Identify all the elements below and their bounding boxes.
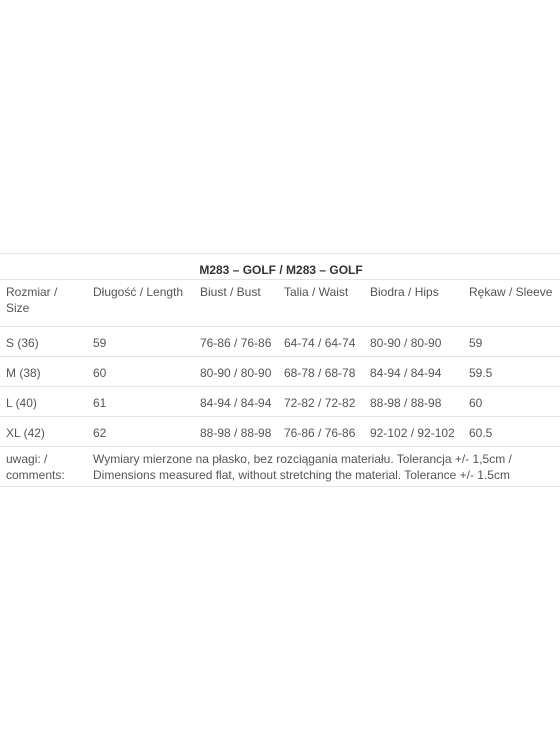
cell-hips: 84-94 / 84-94	[364, 357, 463, 387]
cell-bust: 88-98 / 88-98	[194, 417, 278, 447]
table-title: M283 – GOLF / M283 – GOLF	[0, 254, 560, 280]
cell-sleeve: 59	[463, 327, 560, 357]
cell-size: XL (42)	[0, 417, 87, 447]
cell-size: L (40)	[0, 387, 87, 417]
table-row	[0, 387, 560, 417]
cell-length: 61	[87, 387, 194, 417]
cell-hips: 88-98 / 88-98	[364, 387, 463, 417]
header-waist: Talia / Waist	[278, 280, 364, 327]
cell-sleeve: 60.5	[463, 417, 560, 447]
cell-size: S (36)	[0, 327, 87, 357]
cell-sleeve: 59.5	[463, 357, 560, 387]
size-chart-table	[0, 253, 560, 487]
table-row	[0, 327, 560, 357]
header-sleeve: Rękaw / Sleeve	[463, 280, 560, 327]
table-title-row	[0, 254, 560, 280]
header-hips: Biodra / Hips	[364, 280, 463, 327]
cell-waist: 76-86 / 76-86	[278, 417, 364, 447]
cell-bust: 76-86 / 76-86	[194, 327, 278, 357]
cell-size: M (38)	[0, 357, 87, 387]
cell-hips: 80-90 / 80-90	[364, 327, 463, 357]
header-size: Rozmiar / Size	[0, 280, 87, 327]
cell-sleeve: 60	[463, 387, 560, 417]
cell-waist: 64-74 / 64-74	[278, 327, 364, 357]
table-row	[0, 357, 560, 387]
comments-row	[0, 447, 560, 487]
header-bust: Biust / Bust	[194, 280, 278, 327]
cell-waist: 72-82 / 72-82	[278, 387, 364, 417]
cell-bust: 84-94 / 84-94	[194, 387, 278, 417]
table-row	[0, 417, 560, 447]
cell-waist: 68-78 / 68-78	[278, 357, 364, 387]
comments-text: Wymiary mierzone na płasko, bez rozciągania materiału. Tolerancja +/- 1,5cm / Dimensions measured flat, without stretching the material. Tolerance +/- 1.5cm	[87, 447, 560, 487]
cell-hips: 92-102 / 92-102	[364, 417, 463, 447]
cell-length: 60	[87, 357, 194, 387]
header-length: Długość / Length	[87, 280, 194, 327]
comments-label: uwagi: / comments:	[0, 447, 87, 487]
cell-length: 62	[87, 417, 194, 447]
cell-bust: 80-90 / 80-90	[194, 357, 278, 387]
cell-length: 59	[87, 327, 194, 357]
table-header-row	[0, 280, 560, 327]
